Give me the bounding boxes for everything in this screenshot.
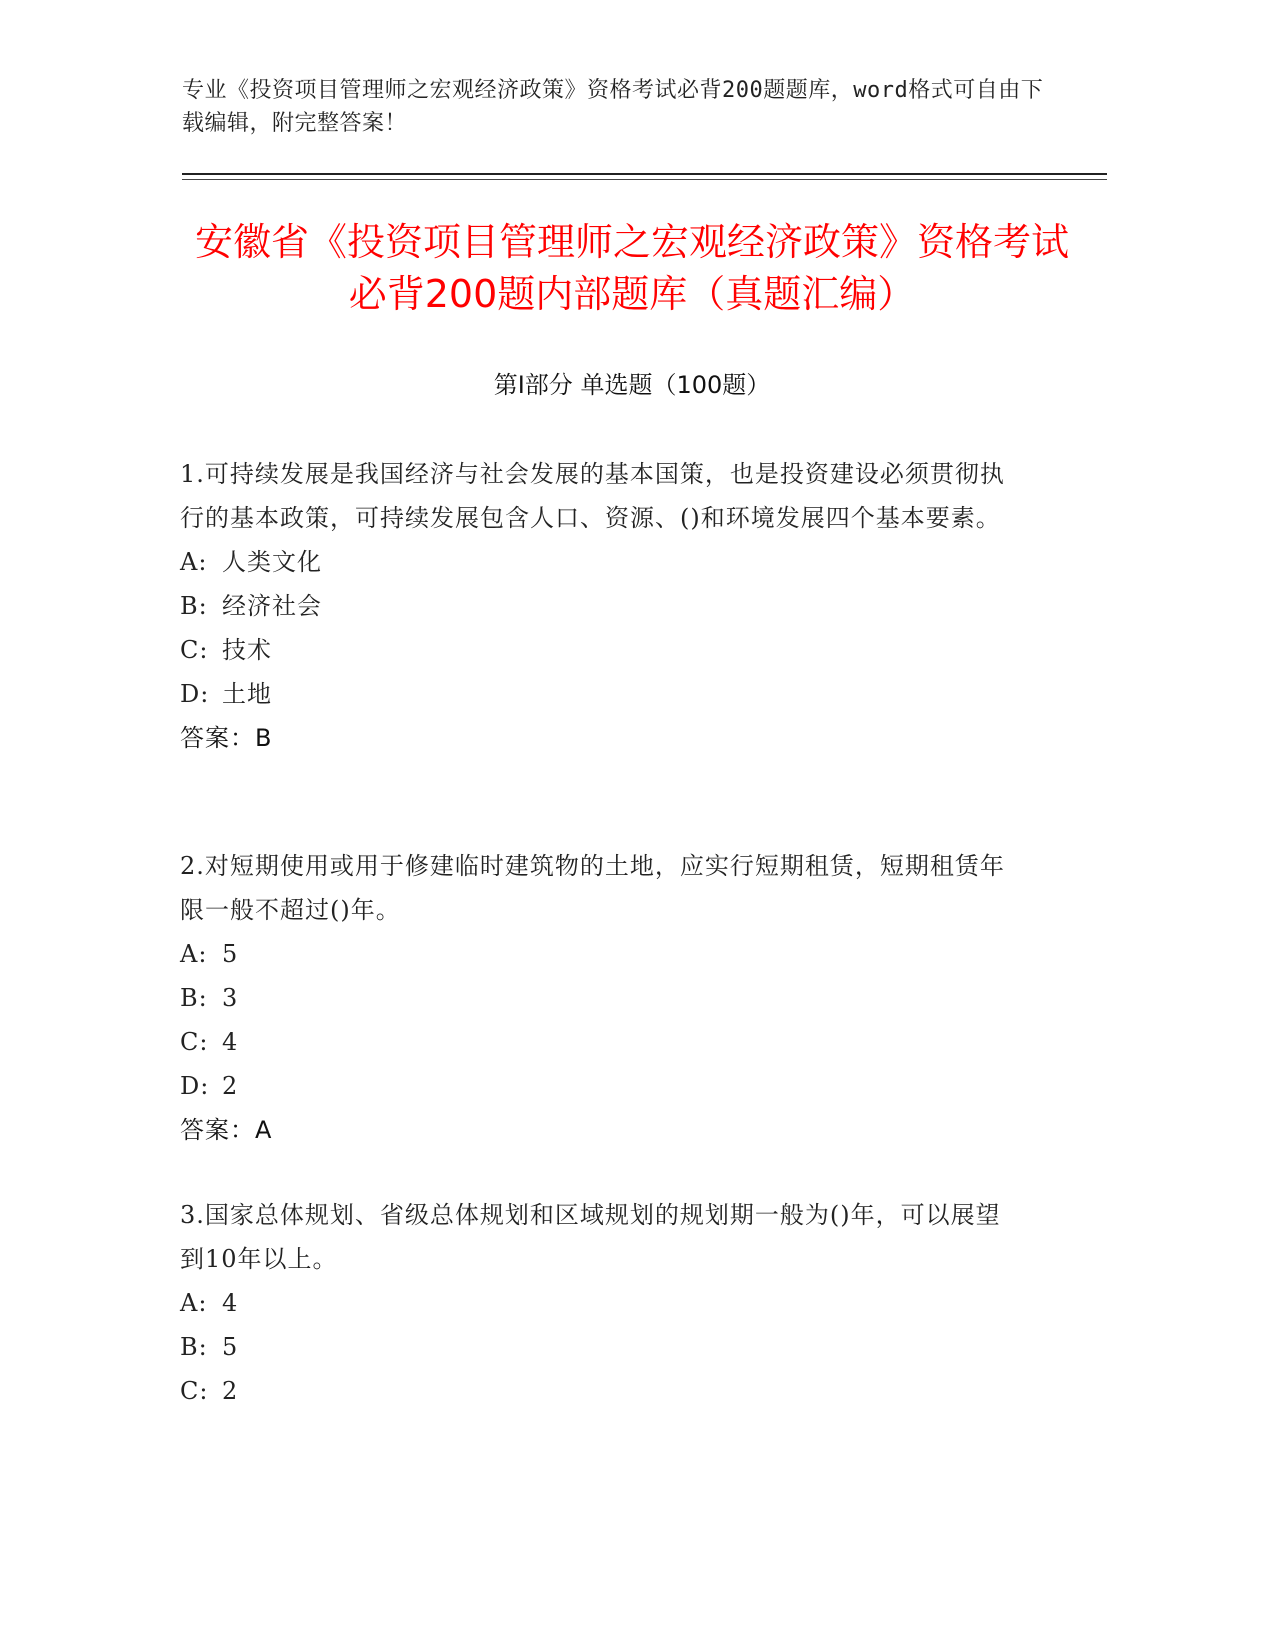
option-a [180,1281,1020,1325]
option-text: 土地 [222,680,272,708]
header-divider-thin [182,179,1107,180]
option-letter: C: [180,1028,209,1056]
question-3 [180,1193,1020,1413]
question-1 [180,452,1020,760]
option-text: 人类文化 [222,548,322,576]
option-letter: B: [180,1333,208,1361]
option-b [180,976,1020,1020]
option-letter: A: [180,1289,208,1317]
answer-line: 答案：B [180,724,273,752]
option-b [180,584,1020,628]
option-letter: A: [180,940,208,968]
option-letter: A: [180,548,208,576]
question-stem: 2.对短期使用或用于修建临时建筑物的土地，应实行短期租赁，短期租赁年限一般不超过()年。 [180,852,1005,924]
question-2 [180,844,1020,1152]
option-d [180,1064,1020,1108]
option-text: 4 [222,1289,239,1317]
option-letter: D: [180,1072,210,1100]
answer-line: 答案：A [180,1116,273,1144]
option-letter: C: [180,636,209,664]
option-a [180,540,1020,584]
option-text: 2 [222,1377,239,1405]
option-c [180,1020,1020,1064]
document-title: 安徽省《投资项目管理师之宏观经济政策》资格考试必背200题内部题库（真题汇编） [194,220,1069,316]
option-letter: B: [180,592,208,620]
question-stem: 1.可持续发展是我国经济与社会发展的基本国策，也是投资建设必须贯彻执行的基本政策，可持续发展包含人口、资源、()和环境发展四个基本要素。 [180,460,1005,532]
question-stem: 3.国家总体规划、省级总体规划和区域规划的规划期一般为()年，可以展望到10年以上。 [180,1201,1001,1273]
option-text: 5 [222,1333,239,1361]
option-b [180,1325,1020,1369]
section-heading: 第I部分 单选题（100题） [493,371,771,399]
option-c [180,628,1020,672]
option-text: 3 [222,984,239,1012]
option-text: 经济社会 [222,592,322,620]
option-text: 技术 [222,636,272,664]
option-a [180,932,1020,976]
option-letter: C: [180,1377,209,1405]
option-letter: B: [180,984,208,1012]
header-note: 专业《投资项目管理师之宏观经济政策》资格考试必背200题题库，word格式可自由下载编辑，附完整答案！ [182,78,1044,136]
option-text: 2 [222,1072,239,1100]
header-divider-thick [182,173,1107,175]
option-d [180,672,1020,716]
option-text: 4 [222,1028,239,1056]
option-letter: D: [180,680,210,708]
option-text: 5 [222,940,239,968]
option-c [180,1369,1020,1413]
